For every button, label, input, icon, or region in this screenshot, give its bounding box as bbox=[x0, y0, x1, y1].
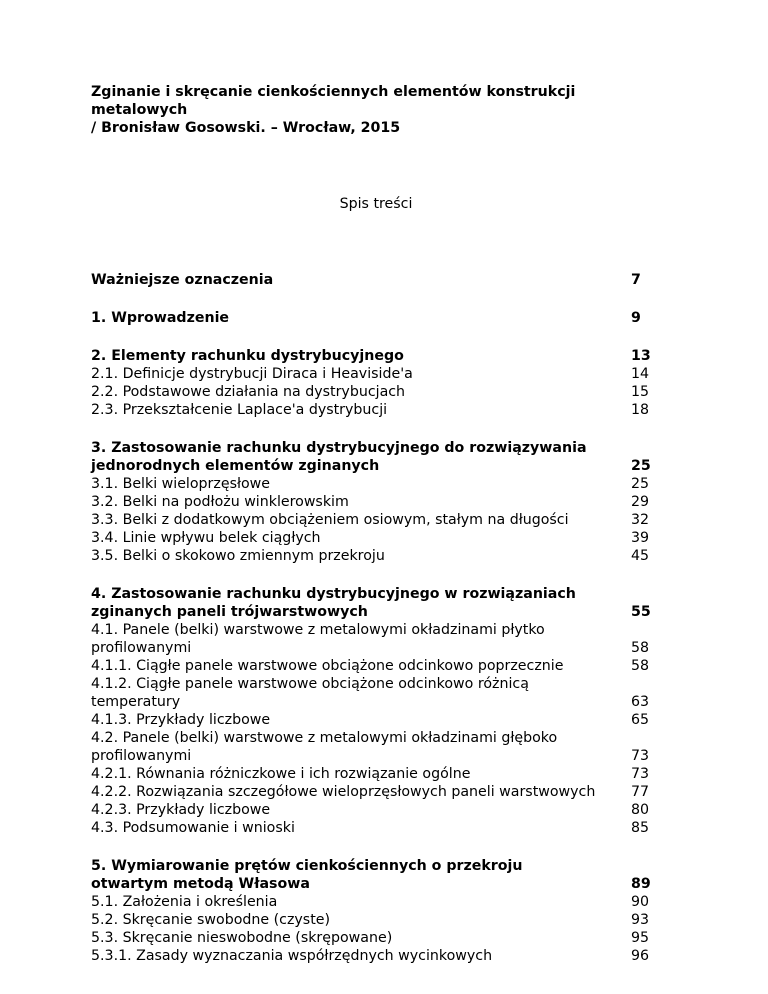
toc-entry-label: 3.2. Belki na podłożu winklerowskim bbox=[91, 494, 349, 510]
toc-subsection-entry[interactable] bbox=[91, 893, 661, 911]
toc-heading: Spis treści bbox=[339, 196, 413, 212]
toc-chapter-entry[interactable] bbox=[91, 347, 661, 365]
toc-page-number: 55 bbox=[631, 604, 651, 620]
toc-page-number: 80 bbox=[631, 802, 650, 818]
toc-subsection-entry[interactable] bbox=[91, 383, 661, 401]
toc-entry-label: 5.3.1. Zasady wyznaczania współrzędnych wycinkowych bbox=[91, 948, 493, 964]
toc-page-number: 32 bbox=[631, 512, 650, 528]
toc-page-number: 13 bbox=[631, 348, 651, 364]
toc-chapter-entry[interactable] bbox=[91, 271, 661, 289]
document-page bbox=[91, 83, 661, 965]
toc-chapter-entry[interactable] bbox=[91, 439, 661, 475]
toc-entry-label: 4.2.3. Przykłady liczbowe bbox=[91, 802, 271, 818]
toc-subsection-entry[interactable] bbox=[91, 511, 661, 529]
toc-entry-label: 2.3. Przekształcenie Laplace'a dystrybucji bbox=[91, 402, 388, 418]
toc-subsection-entry[interactable] bbox=[91, 819, 661, 837]
toc-entry-label: 1. Wprowadzenie bbox=[91, 310, 230, 326]
toc-subsection-entry[interactable] bbox=[91, 729, 661, 765]
toc-page-number: 7 bbox=[631, 272, 641, 288]
toc-entry-label: 4.1.3. Przykłady liczbowe bbox=[91, 712, 271, 728]
toc-entry-label: 3.3. Belki z dodatkowym obciążeniem osiowym, stałym na długości bbox=[91, 512, 569, 528]
toc-page-number: 90 bbox=[631, 894, 650, 910]
toc-page-number: 58 bbox=[631, 658, 650, 674]
toc-chapter-entry[interactable] bbox=[91, 309, 661, 327]
toc-entry-label: 5.1. Założenia i określenia bbox=[91, 894, 278, 910]
toc-section bbox=[91, 439, 661, 565]
toc-subsection-entry[interactable] bbox=[91, 765, 661, 783]
toc-entry-label: Ważniejsze oznaczenia bbox=[91, 272, 274, 288]
toc-page-number: 25 bbox=[631, 458, 651, 474]
toc-page-number: 63 bbox=[631, 694, 650, 710]
toc-entry-label: 4.3. Podsumowanie i wnioski bbox=[91, 820, 295, 836]
toc-section bbox=[91, 857, 661, 965]
toc-subsection-entry[interactable] bbox=[91, 547, 661, 565]
toc-entry-label: 3.4. Linie wpływu belek ciągłych bbox=[91, 530, 321, 546]
toc-page-number: 9 bbox=[631, 310, 641, 326]
toc-page-number: 29 bbox=[631, 494, 650, 510]
book-title-line-1: Zginanie i skręcanie cienkościennych elementów konstrukcji metalowych bbox=[91, 84, 576, 118]
toc-page-number: 65 bbox=[631, 712, 650, 728]
toc-entry-label: 5.3. Skręcanie nieswobodne (skrępowane) bbox=[91, 930, 393, 946]
toc-subsection-entry[interactable] bbox=[91, 621, 661, 657]
toc-page-number: 45 bbox=[631, 548, 650, 564]
toc-page-number: 95 bbox=[631, 930, 650, 946]
toc-page-number: 15 bbox=[631, 384, 650, 400]
toc-section bbox=[91, 347, 661, 419]
toc-subsection-entry[interactable] bbox=[91, 929, 661, 947]
toc-page-number: 77 bbox=[631, 784, 650, 800]
toc-entry-label: 5.2. Skręcanie swobodne (czyste) bbox=[91, 912, 331, 928]
toc-section bbox=[91, 585, 661, 837]
toc-page-number: 93 bbox=[631, 912, 650, 928]
toc-chapter-entry[interactable] bbox=[91, 585, 661, 621]
toc-subsection-entry[interactable] bbox=[91, 475, 661, 493]
toc-entry-label: 2.2. Podstawowe działania na dystrybucjach bbox=[91, 384, 406, 400]
toc-subsection-entry[interactable] bbox=[91, 947, 661, 965]
toc-section bbox=[91, 271, 661, 289]
toc-entry-label: 4.1.2. Ciągłe panele warstwowe obciążone odcinkowo różnicą temperatury bbox=[91, 676, 529, 710]
toc-entry-label: 4.1. Panele (belki) warstwowe z metalowymi okładzinami płytko profilowanymi bbox=[91, 622, 545, 656]
toc-subsection-entry[interactable] bbox=[91, 783, 661, 801]
toc-entry-label: 5. Wymiarowanie prętów cienkościennych o przekroju otwartym metodą Własowa bbox=[91, 858, 523, 892]
toc-page-number: 25 bbox=[631, 476, 650, 492]
toc-entry-label: 3.5. Belki o skokowo zmiennym przekroju bbox=[91, 548, 385, 564]
toc-subsection-entry[interactable] bbox=[91, 493, 661, 511]
book-title-line-2: / Bronisław Gosowski. – Wrocław, 2015 bbox=[91, 120, 401, 136]
toc-page-number: 14 bbox=[631, 366, 650, 382]
toc-page-number: 96 bbox=[631, 948, 650, 964]
toc-entry-label: 4.2.2. Rozwiązania szczegółowe wieloprzęsłowych paneli warstwowych bbox=[91, 784, 596, 800]
toc-subsection-entry[interactable] bbox=[91, 911, 661, 929]
toc-page-number: 18 bbox=[631, 402, 650, 418]
toc-subsection-entry[interactable] bbox=[91, 657, 661, 675]
table-of-contents bbox=[91, 271, 661, 965]
toc-entry-label: 4.1.1. Ciągłe panele warstwowe obciążone odcinkowo poprzecznie bbox=[91, 658, 564, 674]
toc-entry-label: 4.2. Panele (belki) warstwowe z metalowymi okładzinami głęboko profilowanymi bbox=[91, 730, 558, 764]
toc-page-number: 73 bbox=[631, 766, 650, 782]
toc-page-number: 89 bbox=[631, 876, 651, 892]
toc-entry-label: 4.2.1. Równania różniczkowe i ich rozwiązanie ogólne bbox=[91, 766, 471, 782]
toc-entry-label: 3. Zastosowanie rachunku dystrybucyjnego do rozwiązywania jednorodnych elementów zginanych bbox=[91, 440, 587, 474]
toc-chapter-entry[interactable] bbox=[91, 857, 661, 893]
toc-subsection-entry[interactable] bbox=[91, 365, 661, 383]
toc-entry-label: 4. Zastosowanie rachunku dystrybucyjnego w rozwiązaniach zginanych paneli trójwarstwowych bbox=[91, 586, 576, 620]
toc-subsection-entry[interactable] bbox=[91, 711, 661, 729]
toc-section bbox=[91, 309, 661, 327]
toc-subsection-entry[interactable] bbox=[91, 675, 661, 711]
toc-entry-label: 2. Elementy rachunku dystrybucyjnego bbox=[91, 348, 404, 364]
toc-subsection-entry[interactable] bbox=[91, 401, 661, 419]
toc-entry-label: 2.1. Definicje dystrybucji Diraca i Heaviside'a bbox=[91, 366, 413, 382]
toc-subsection-entry[interactable] bbox=[91, 801, 661, 819]
toc-page-number: 73 bbox=[631, 748, 650, 764]
toc-entry-label: 3.1. Belki wieloprzęsłowe bbox=[91, 476, 270, 492]
toc-page-number: 58 bbox=[631, 640, 650, 656]
toc-page-number: 39 bbox=[631, 530, 650, 546]
toc-subsection-entry[interactable] bbox=[91, 529, 661, 547]
toc-page-number: 85 bbox=[631, 820, 650, 836]
